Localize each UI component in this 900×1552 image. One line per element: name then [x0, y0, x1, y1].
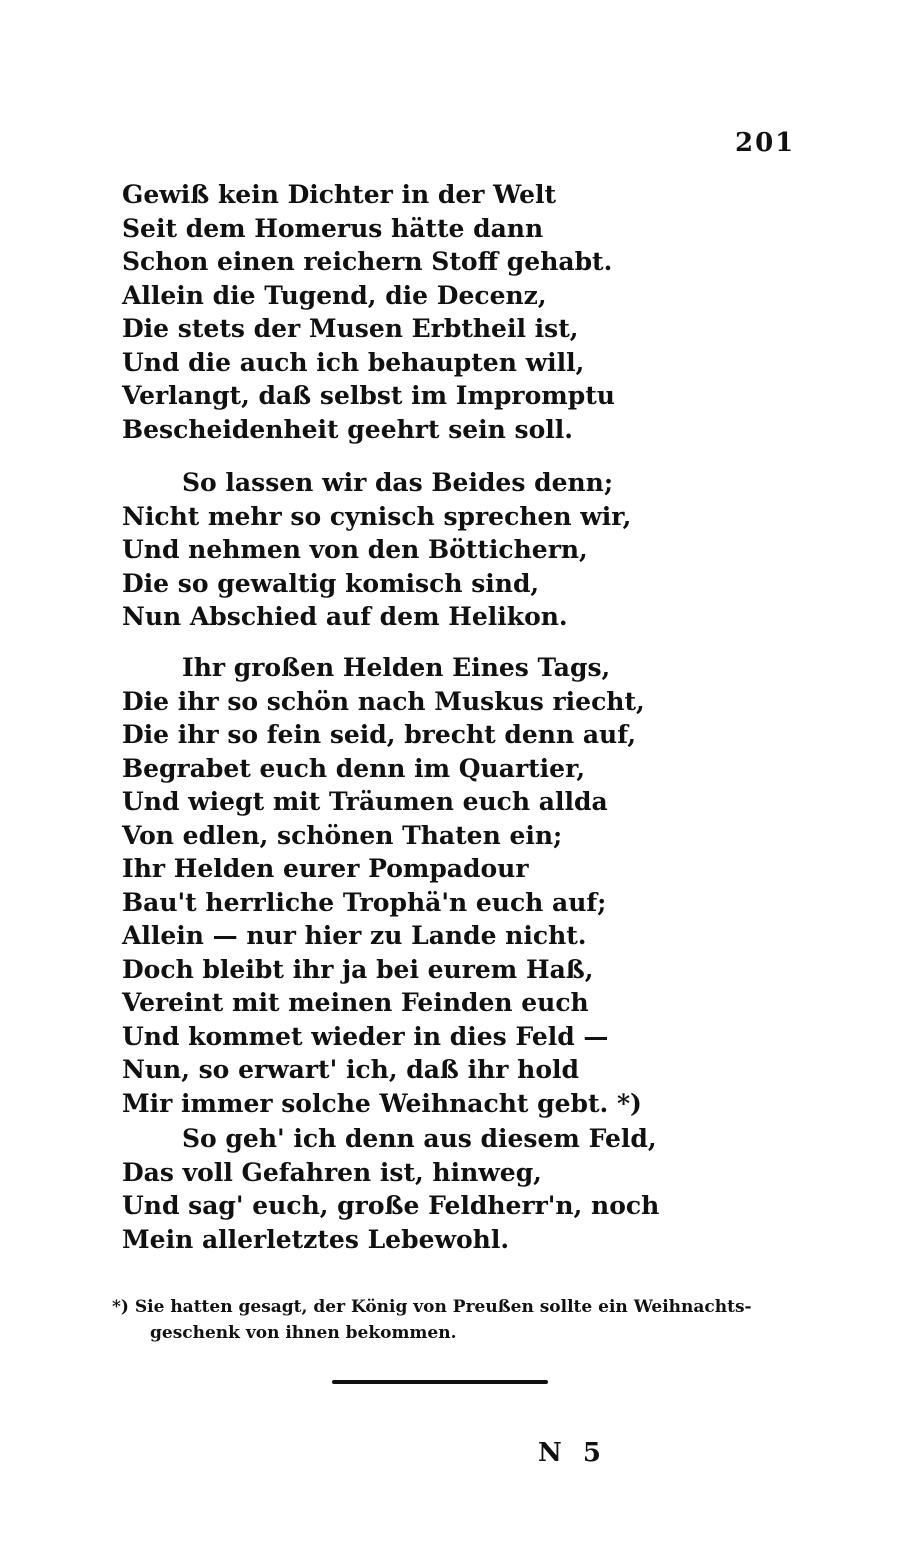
page-number: 201 [735, 128, 796, 158]
poem-line: Verlangt, daß selbst im Impromptu [122, 381, 615, 410]
poem-line: Die ihr so fein seid, brecht denn auf, [122, 720, 637, 749]
poem-line: So lassen wir das Beides denn; [182, 468, 614, 497]
signature-mark: N 5 [538, 1438, 607, 1468]
poem-line: Und die auch ich behaupten will, [122, 347, 585, 377]
stanza-3 [122, 651, 645, 1120]
poem-line: Seit dem Homerus hätte dann [122, 213, 544, 243]
poem-line: Nicht mehr so cynisch sprechen wir, [122, 501, 632, 531]
stanza-2 [122, 466, 631, 634]
poem-line: Die ihr so schön nach Muskus riecht, [122, 686, 645, 716]
poem-line: Die so gewaltig komisch sind, [122, 568, 540, 598]
poem-line: Vereint mit meinen Feinden euch [122, 988, 589, 1017]
poem-line: Bau't herrliche Trophä'n euch auf; [122, 887, 607, 917]
poem-line: Und wiegt mit Träumen euch allda [122, 787, 608, 816]
poem-line: Allein — nur hier zu Lande nicht. [122, 921, 587, 950]
poem-line: Schon einen reichern Stoff gehabt. [122, 247, 613, 276]
poem-line: Nun Abschied auf dem Helikon. [122, 602, 568, 631]
poem-line: Ihr großen Helden Eines Tags, [182, 653, 611, 682]
poem-line: Doch bleibt ihr ja bei eurem Haß, [122, 954, 594, 984]
stanza-4 [122, 1122, 659, 1256]
poem-line: Mein allerletztes Lebewohl. [122, 1224, 510, 1254]
poem-line: Und sag' euch, große Feldherr'n, noch [122, 1191, 660, 1220]
poem-line: Und nehmen von den Böttichern, [122, 535, 588, 564]
poem-line: Begrabet euch denn im Quartier, [122, 753, 586, 783]
poem-line: Die stets der Musen Erbtheil ist, [122, 314, 579, 343]
poem-line: Das voll Gefahren ist, hinweg, [122, 1157, 542, 1187]
footnote-line-1: *) Sie hatten gesagt, der König von Preußen sollte ein Weihnachts- [112, 1297, 752, 1317]
poem-line: Von edlen, schönen Thaten ein; [122, 820, 563, 850]
poem-line: Gewiß kein Dichter in der Welt [122, 180, 557, 209]
poem-line: Ihr Helden eurer Pompadour [122, 854, 529, 883]
poem-line: So geh' ich denn aus diesem Feld, [182, 1124, 657, 1153]
poem-line: Mir immer solche Weihnacht gebt. *) [122, 1088, 642, 1118]
ornamental-rule [332, 1380, 548, 1384]
stanza-1 [122, 178, 615, 446]
poem-line: Allein die Tugend, die Decenz, [122, 280, 547, 310]
poem-line: Und kommet wieder in dies Feld — [122, 1021, 609, 1051]
poem-line: Nun, so erwart' ich, daß ihr hold [122, 1055, 579, 1084]
poem-line: Bescheidenheit geehrt sein soll. [122, 414, 574, 444]
footnote-line-2: geschenk von ihnen bekommen. [150, 1323, 457, 1343]
footnote [112, 1294, 812, 1346]
